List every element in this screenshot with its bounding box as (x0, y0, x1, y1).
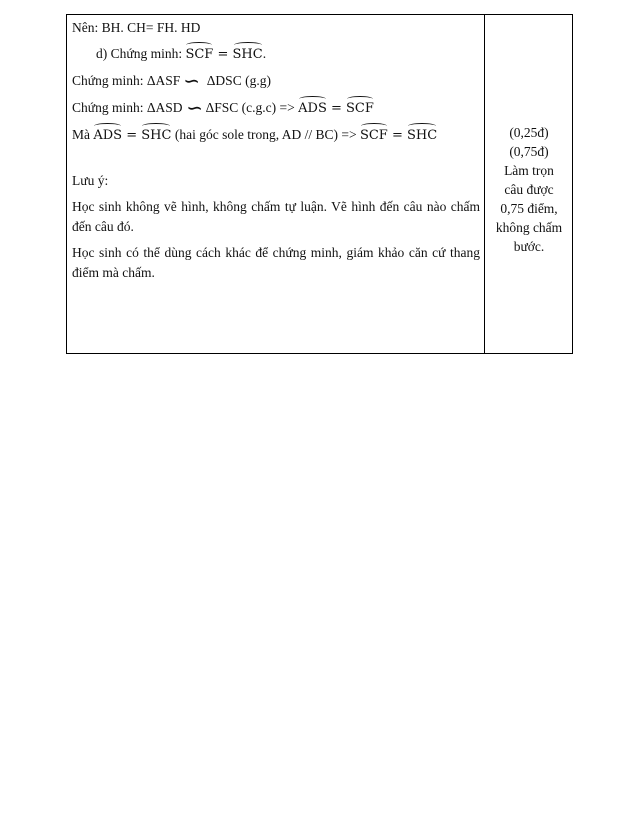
part-d-statement: d) Chứng minh: SCF = SHC. (72, 44, 480, 64)
conclusion-line: Nên: BH. CH= FH. HD (72, 20, 201, 35)
score-remark: câu được (504, 182, 554, 197)
similar-symbol: ∽ (183, 71, 201, 91)
score-value: (0,25đ) (509, 125, 549, 140)
note-paragraph-2: Học sinh có thể dùng cách khác để chứng minh, giám khảo căn cứ thang điểm mà chấm. (72, 245, 480, 280)
score-remark: bước. (513, 239, 545, 254)
answer-table (66, 14, 573, 354)
answer-content-cell (72, 18, 480, 283)
proof-line-2: Chứng minh: ΔASD ∽ ΔFSC (c.g.c) => ADS = SCF (72, 98, 374, 118)
proof-line-3: Mà ADS = SHC (hai góc sole trong, AD // BC) => SCF = SHC (72, 125, 480, 145)
proof-line-1: Chứng minh: ΔASF ∽ ΔDSC (g.g) (72, 71, 271, 91)
angle-scf: SCF (346, 99, 374, 119)
score-cell (485, 123, 573, 256)
score-value: (0,75đ) (509, 144, 549, 159)
angle-scf: SCF (185, 45, 213, 65)
note-paragraph-1: Học sinh không vẽ hình, không chấm tự luận. Vẽ hình đến câu nào chấm đến câu đó. (72, 199, 480, 234)
similar-symbol: ∽ (185, 98, 203, 118)
angle-shc: SHC (407, 126, 437, 146)
score-remark: Làm trọn (504, 163, 554, 178)
angle-ads: ADS (298, 99, 327, 119)
angle-ads: ADS (93, 126, 122, 146)
angle-scf: SCF (360, 126, 388, 146)
score-remark: không chấm (495, 220, 563, 235)
angle-shc: SHC (141, 126, 171, 146)
note-title: Lưu ý: (72, 173, 109, 188)
angle-shc: SHC (233, 45, 263, 65)
score-remark: 0,75 điểm, (500, 201, 558, 216)
